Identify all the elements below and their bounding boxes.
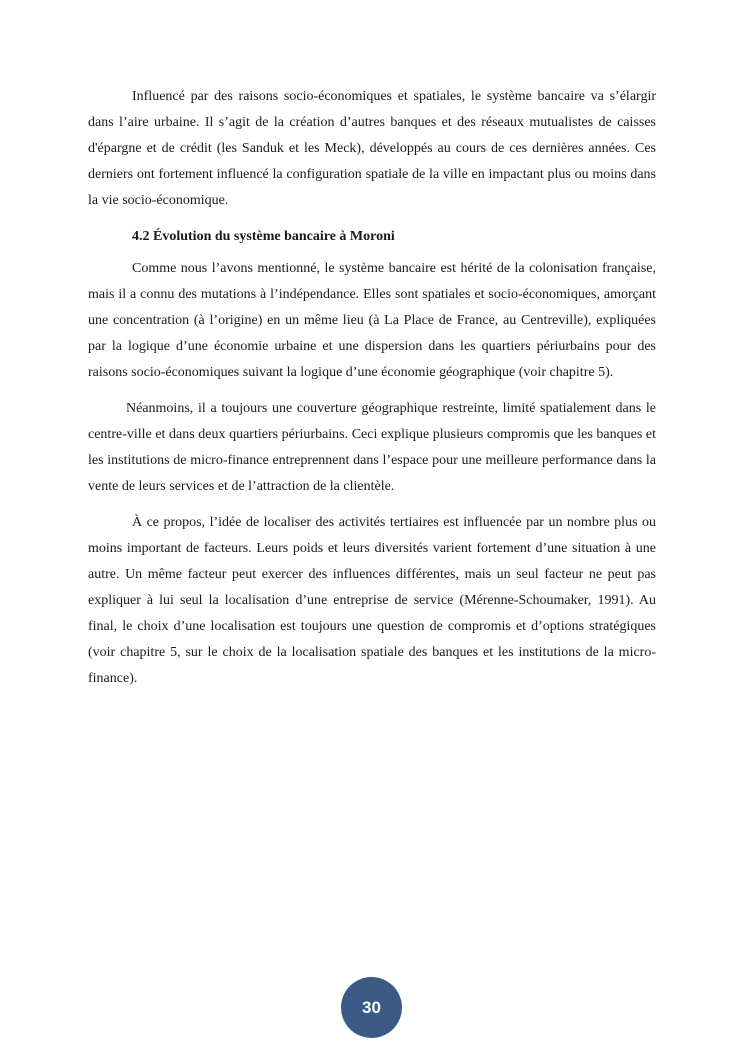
page-number-badge <box>341 977 402 1038</box>
page-number: 30 <box>362 997 381 1017</box>
paragraph-intro: Influencé par des raisons socio-économiques et spatiales, le système bancaire va s’élargir dans l’aire urbaine. Il s’agit de la création d’autres banques et des réseaux mutualistes de caisses d'épargne et de crédit (les Sanduk et les Meck), développés au cours de ces dernières années. Ces derniers ont fortement influencé la configuration spatiale de la ville en impactant plus ou moins dans la vie socio-économique. <box>88 89 656 208</box>
paragraph-evolution: Comme nous l’avons mentionné, le système bancaire est hérité de la colonisation française, mais il a connu des mutations à l’indépendance. Elles sont spatiales et socio-économiques, amorçant une concentration (à l’origine) en un même lieu (à La Place de France, au Centreville), expliquées par la logique d’une économie urbaine et une dispersion dans les quartiers périurbains pour des raisons socio-économiques suivant la logique d’une économie géographique (voir chapitre 5). <box>88 261 656 380</box>
section-heading: 4.2 Évolution du système bancaire à Moroni <box>132 229 395 244</box>
document-body <box>88 84 656 692</box>
paragraph-coverage: Néanmoins, il a toujours une couverture géographique restreinte, limité spatialement dans le centre-ville et dans deux quartiers périurbains. Ceci explique plusieurs compromis que les banques et les institutions de micro-finance entreprennent dans l’espace pour une meilleure performance dans la vente de leurs services et de l’attraction de la clientèle. <box>88 401 656 494</box>
paragraph-localisation: À ce propos, l’idée de localiser des activités tertiaires est influencée par un nombre plus ou moins important de facteurs. Leurs poids et leurs diversités varient fortement d’une situation à une autre. Un même facteur peut exercer des influences différentes, mais un seul facteur ne peut pas expliquer à lui seul la localisation d’une entreprise de service (Mérenne-Schoumaker, 1991). Au final, le choix d’une localisation est toujours une question de compromis et d’options stratégiques (voir chapitre 5, sur le choix de la localisation spatiale des banques et les institutions de la micro-finance). <box>88 515 656 686</box>
